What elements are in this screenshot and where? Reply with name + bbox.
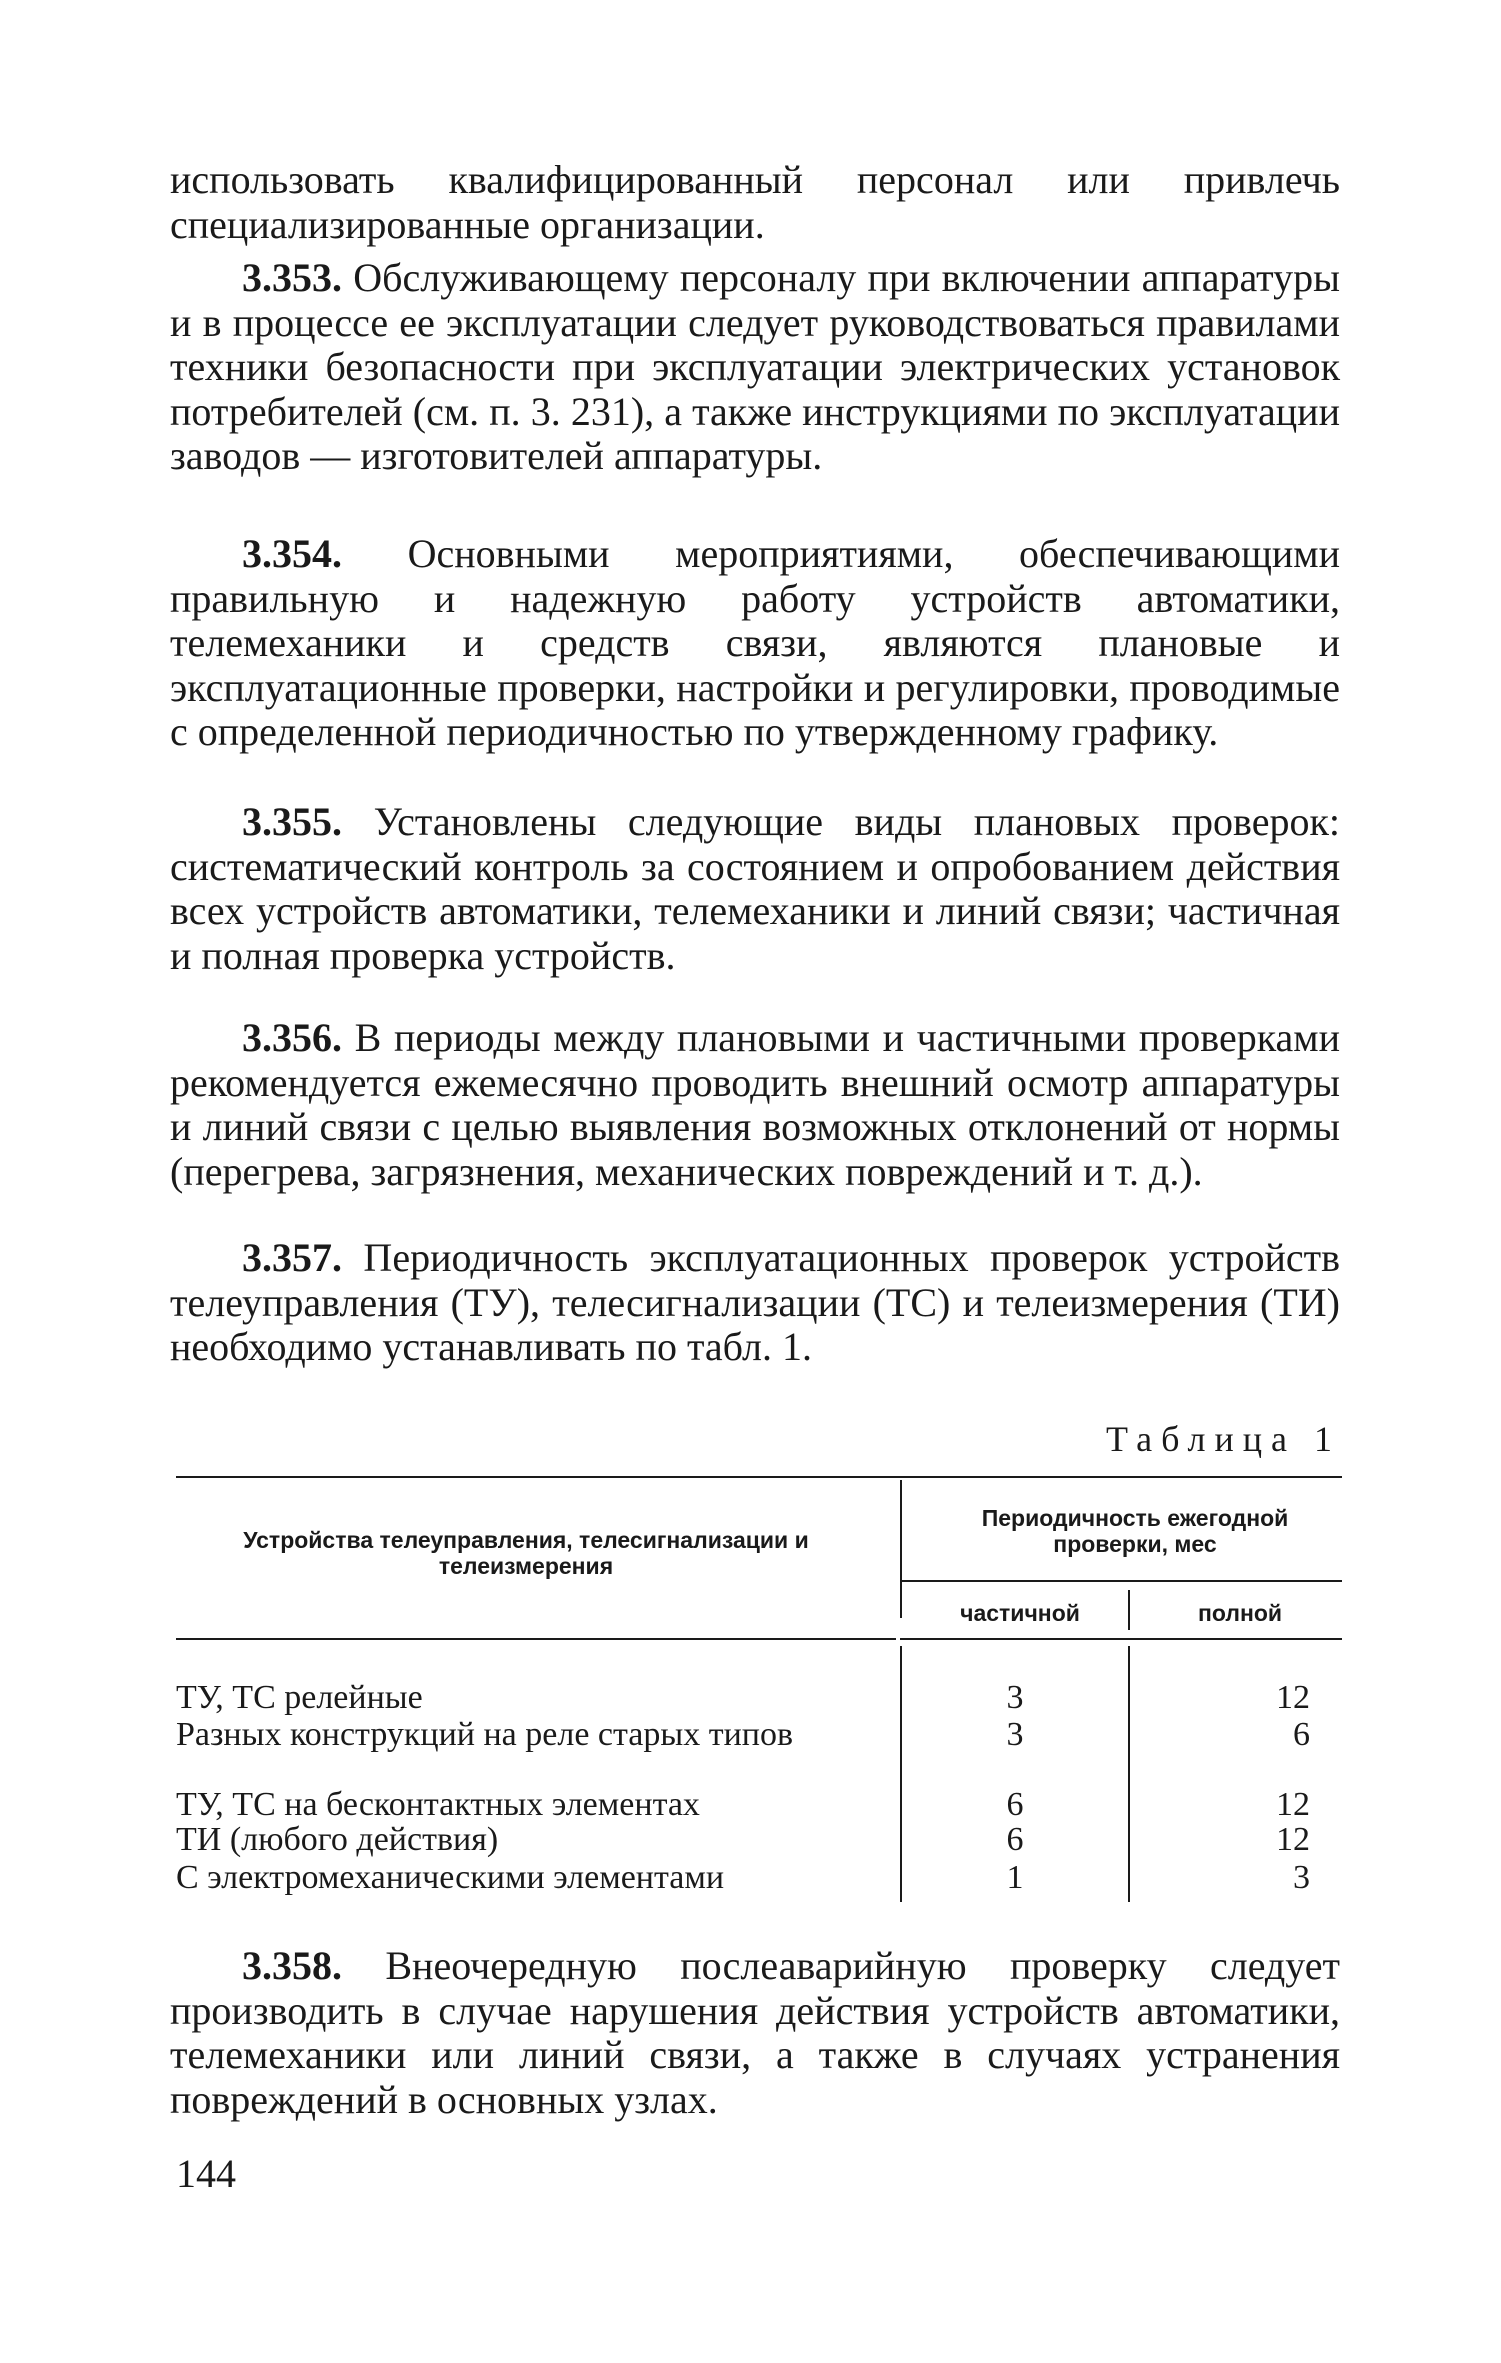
table-row-name: ТУ, ТС на бесконтактных элементах [176,1786,700,1823]
table-row-partial: 6 [1006,1786,1024,1823]
paragraph-3-358 [170,1944,1340,2122]
paragraph-3-355 [170,800,1340,978]
header-devices: Устройства телеуправления, телесигнализации и телеизмерения [243,1527,809,1579]
table-row-name: Разных конструкций на реле старых типов [176,1716,794,1753]
paragraph-text: Установлены следующие виды плановых проверок: систематический контроль за состоянием и опробованием действия всех устройств автоматики, телемеханики и линий связи; частичная и полная проверка устройств. [170,799,1340,978]
header-sub-rule [900,1580,1342,1582]
paragraph-3-353 [170,256,1340,479]
header-vline-main [900,1480,902,1618]
table-row-name: ТИ (любого действия) [176,1821,499,1858]
table-caption: Таблица 1 [1106,1419,1341,1459]
header-partial: частичной [960,1600,1080,1626]
paragraph-text: Основными мероприятиями, обеспечивающими правильную и надежную работу устройств автоматики, телемеханики и средств связи, являются плановые и эксплуатационные проверки, настройки и регулировки, проводимые с определенной периодичностью по утвержденному графику. [170,531,1340,754]
table-row-full: 3 [1293,1859,1310,1896]
body-vline-left [900,1646,902,1902]
paragraph-number: 3.353. [242,255,342,300]
paragraph-3-357 [170,1236,1340,1370]
table-row-full: 12 [1276,1786,1310,1823]
paragraph-text: Внеочередную послеаварийную проверку следует производить в случае нарушения действия устройств автоматики, телемеханики или линий связи, а также в случаях устранения повреждений в основных узлах. [170,1943,1340,2122]
header-bottom-rule-right [900,1638,1342,1640]
paragraph-continuation [170,158,1340,247]
paragraph-text: В периоды между плановыми и частичными проверками рекомендуется ежемесячно проводить внешний осмотр аппаратуры и линий связи с целью выявления возможных отклонений от нормы (перегрева, загрязнения, механических повреждений и т. д.). [170,1015,1340,1194]
paragraph-number: 3.354. [242,531,342,576]
table-row-full: 12 [1276,1821,1310,1858]
table-row-partial: 3 [1006,1679,1024,1716]
table-row-partial: 1 [1006,1859,1024,1896]
header-vline-sub [1128,1590,1130,1630]
table-row-partial: 6 [1006,1821,1024,1858]
paragraph-text: использовать квалифицированный персонал или привлечь специализированные организации. [170,157,1340,247]
paragraph-number: 3.356. [242,1015,342,1060]
paragraph-number: 3.355. [242,799,342,844]
header-bottom-rule-left [176,1638,896,1640]
table-row-full: 12 [1276,1679,1310,1716]
table-row-name: ТУ, ТС релейные [176,1679,423,1716]
table-row-partial: 3 [1006,1716,1024,1753]
paragraph-text: Обслуживающему персоналу при включении аппаратуры и в процессе ее эксплуатации следует руководствоваться правилами техники безопасности при эксплуатации электрических установок потребителей (см. п. 3. 231), а также инструкциями по эксплуатации заводов — изготовителей аппаратуры. [170,255,1340,478]
header-full: полной [1197,1600,1283,1626]
paragraph-number: 3.357. [242,1235,342,1280]
header-period: Периодичность ежегодной проверки, мес [981,1505,1289,1557]
body-vline-right [1128,1646,1130,1902]
paragraph-number: 3.358. [242,1943,342,1988]
table-top-rule [176,1476,1342,1478]
table-row-full: 6 [1293,1716,1310,1753]
page-number: 144 [176,2151,236,2196]
table-row-name: С электромеханическими элементами [176,1859,725,1896]
paragraph-3-354 [170,532,1340,755]
paragraph-3-356 [170,1016,1340,1194]
paragraph-text: Периодичность эксплуатационных проверок устройств телеуправления (ТУ), телесигнализации (ТС) и телеизмерения (ТИ) необходимо устанавливать по табл. 1. [170,1235,1340,1369]
